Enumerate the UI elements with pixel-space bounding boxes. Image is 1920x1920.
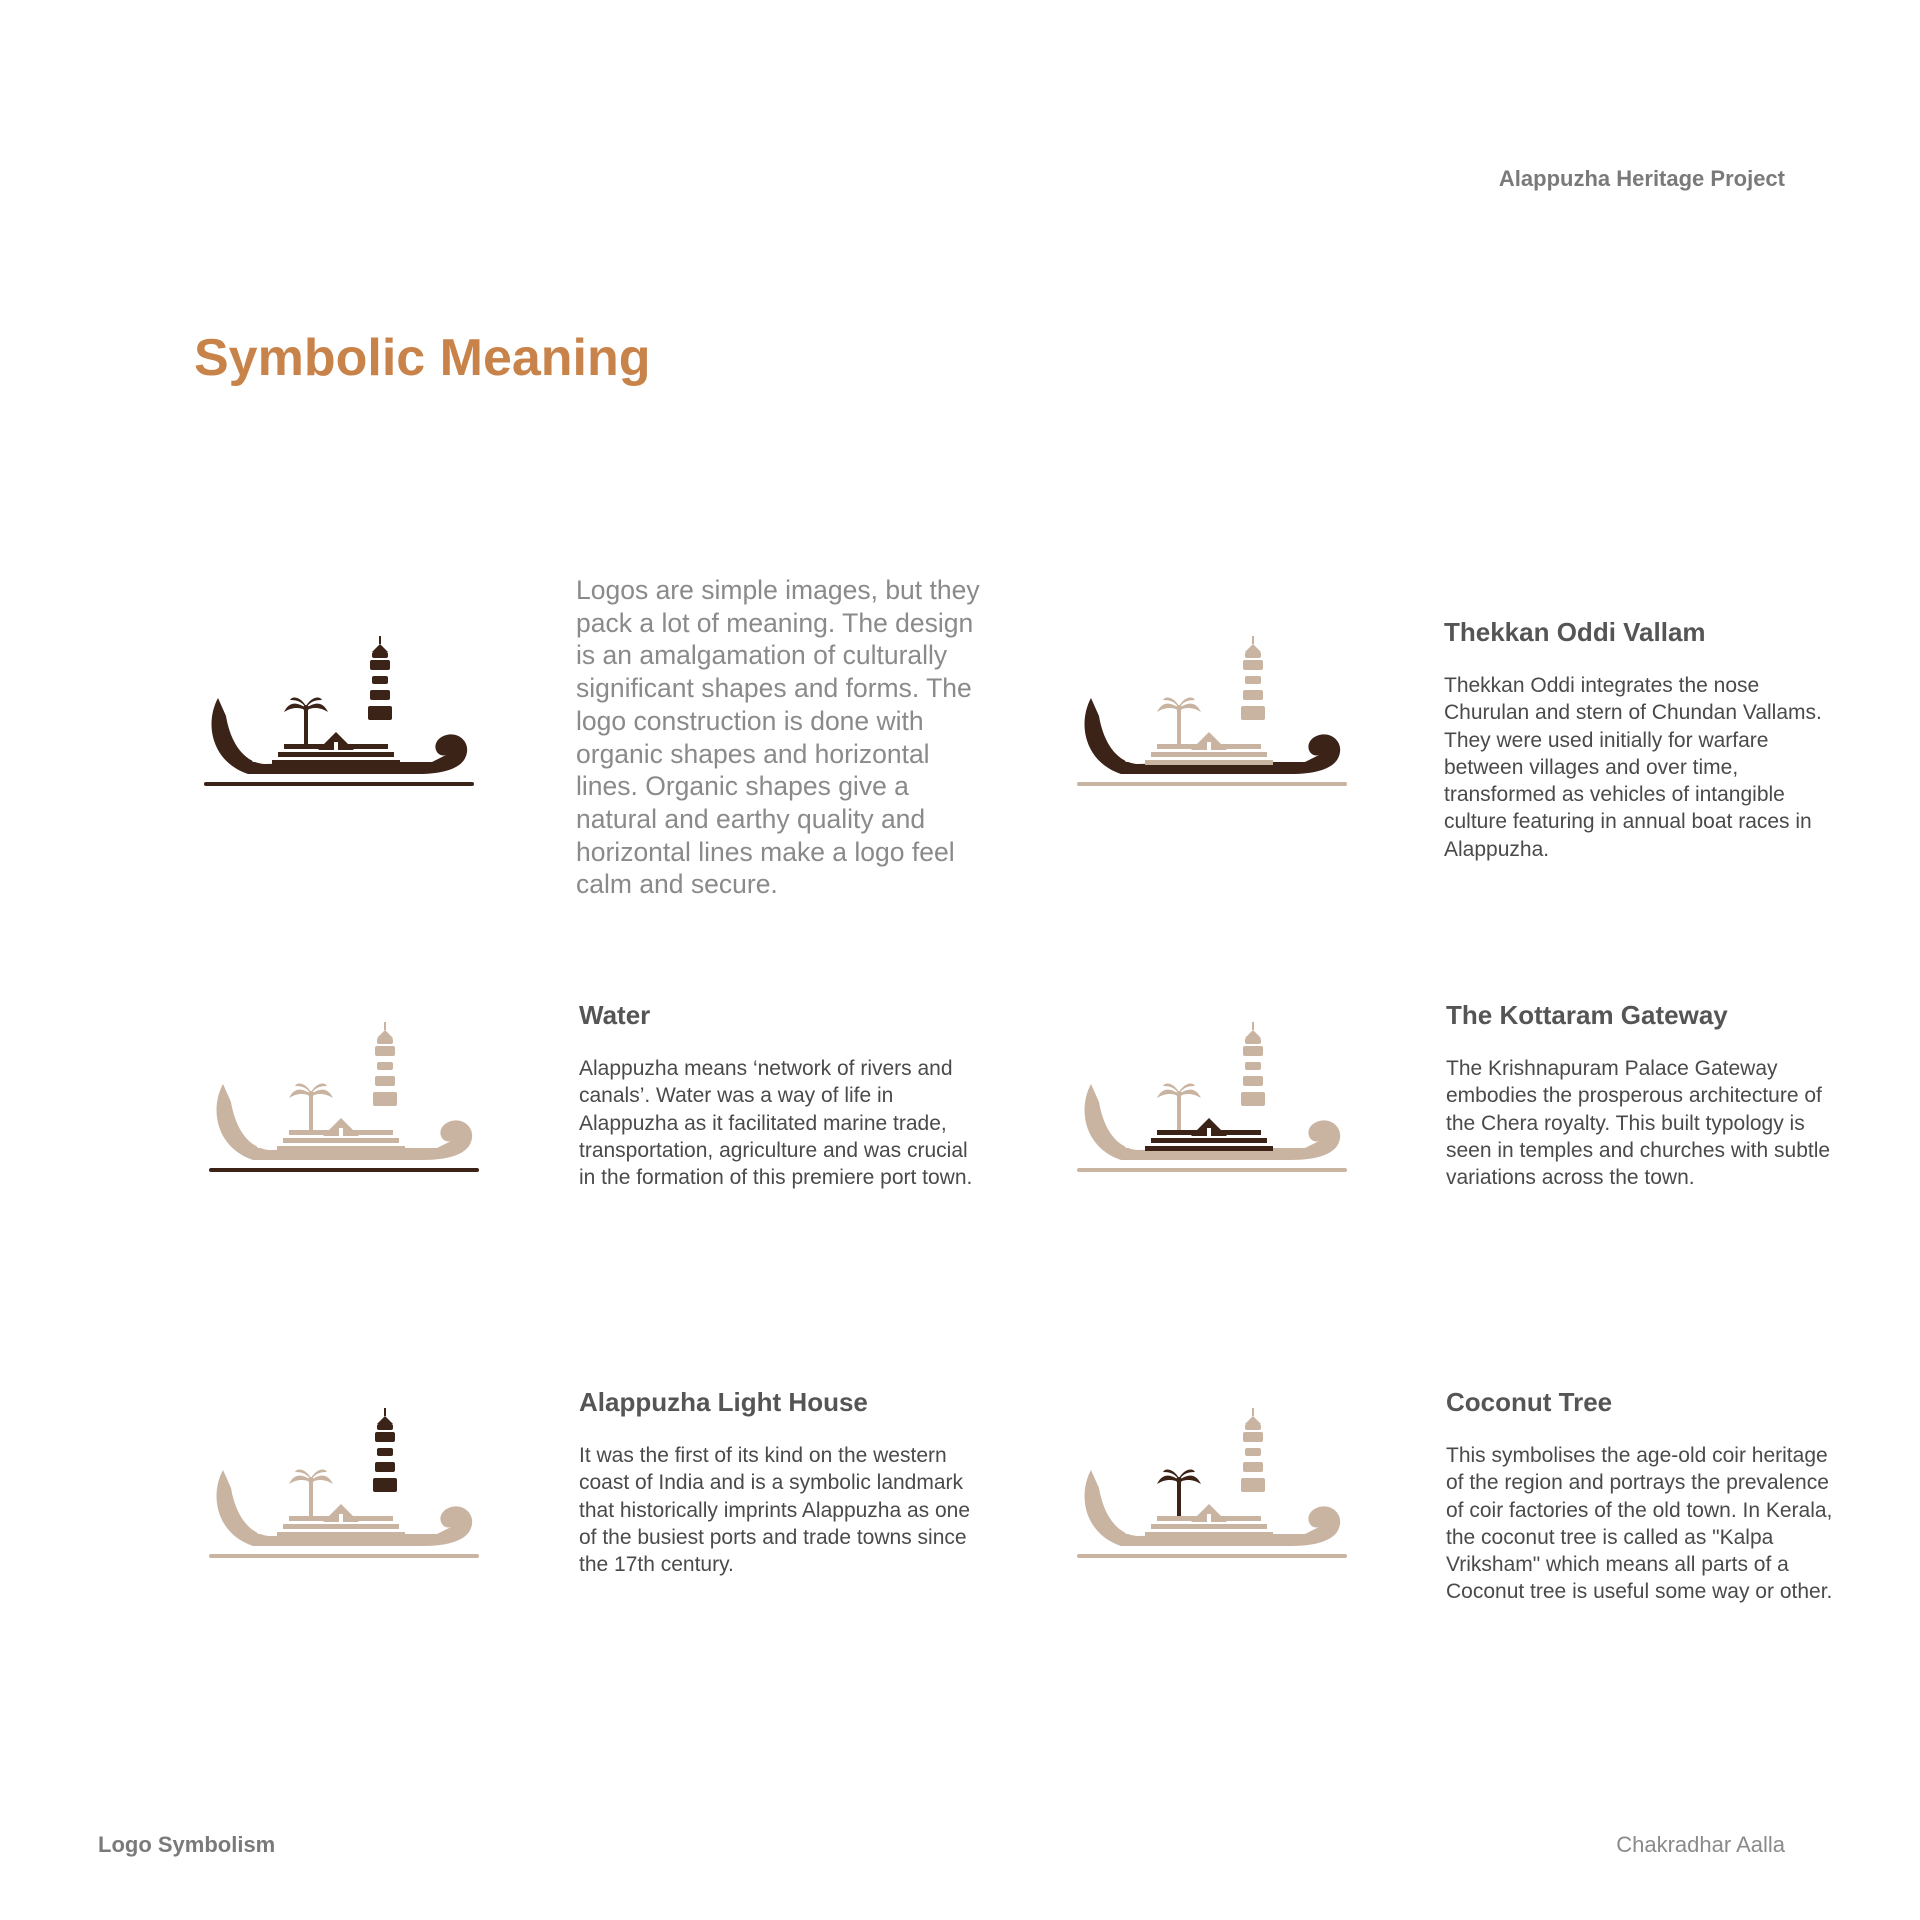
boat-dot-detail <box>418 750 422 754</box>
water-part <box>204 782 474 786</box>
logo-kottaram-gateway <box>1077 1022 1347 1182</box>
boat-dot-detail <box>1119 1138 1123 1142</box>
water-part <box>1077 1554 1347 1558</box>
lighthouse-part <box>373 1408 397 1492</box>
boat-dot-detail <box>252 758 256 762</box>
boat-dot-detail <box>429 1526 433 1530</box>
boat-dot-detail <box>246 752 250 756</box>
boat-dot-detail <box>1119 752 1123 756</box>
water-part <box>1077 782 1347 786</box>
boat-dot-detail <box>240 746 244 750</box>
gateway-door-detail <box>339 1514 343 1522</box>
boat-dot-detail <box>257 1530 261 1534</box>
tree-part <box>289 1084 333 1132</box>
water-part <box>1077 1168 1347 1172</box>
boat-dot-detail <box>1125 758 1129 762</box>
boat-dot-detail <box>1291 750 1295 754</box>
boat-dot-detail <box>1297 754 1301 758</box>
gateway-door-detail <box>1207 742 1211 750</box>
boat-dot-detail <box>245 1132 249 1136</box>
lighthouse-part <box>373 1022 397 1106</box>
boat-dot-detail <box>1125 1530 1129 1534</box>
tree-part <box>1157 1084 1201 1132</box>
gateway-door-detail <box>1207 1128 1211 1136</box>
tree-part <box>1157 1470 1201 1518</box>
boat-dot-detail <box>1291 1136 1295 1140</box>
water-part <box>209 1168 479 1172</box>
section-body: Thekkan Oddi integrates the nose Churulan and stern of Chundan Vallams. They were used initially for warfare between villages and over time, transformed as vehicles of intangible culture featuring in annual boat races in Alappuzha. <box>1444 674 1822 861</box>
lighthouse-part <box>1241 1408 1265 1492</box>
boat-dot-detail <box>1113 1518 1117 1522</box>
section-title: The Kottaram Gateway <box>1446 1000 1728 1030</box>
boat-dot-detail <box>424 754 428 758</box>
boat-dot-detail <box>1297 1526 1301 1530</box>
section-thekkan-oddi-vallam <box>1444 617 1844 863</box>
section-body: This symbolises the age-old coir heritage of the region and portrays the prevalence of coir factories of the old town. In Kerala, the coconut tree is called as "Kalpa Vriksham" which means all parts of a Coconut tree is useful some way or other. <box>1446 1444 1833 1604</box>
boat-dot-detail <box>1297 1140 1301 1144</box>
logo-full <box>204 636 474 796</box>
boat-dot-detail <box>251 1524 255 1528</box>
boat-dot-detail <box>1113 1132 1117 1136</box>
boat-dot-detail <box>257 1144 261 1148</box>
intro-paragraph: Logos are simple images, but they pack a lot of meaning. The design is an amalgamation of culturally significant shapes and forms. The logo construction is done with organic shapes and horizontal lines. Organic shapes give a natural and earthy quality and horizontal lines make a logo feel calm and secure. <box>576 575 980 900</box>
footer-author: Chakradhar Aalla <box>1616 1832 1785 1857</box>
boat-dot-detail <box>1113 746 1117 750</box>
section-body: Alappuzha means ‘network of rivers and canals’. Water was a way of life in Alappuzha as it facilitated marine trade, transportation, agriculture and was crucial in the formation of this premiere port town. <box>579 1057 973 1190</box>
page-title: Symbolic Meaning <box>194 329 651 387</box>
section-body: The Krishnapuram Palace Gateway embodies the prosperous architecture of the Chera royalty. This built typology is seen in temples and churches with subtle variations across the town. <box>1446 1057 1831 1190</box>
tree-part <box>284 698 328 746</box>
gateway-door-detail <box>339 1128 343 1136</box>
project-label: Alappuzha Heritage Project <box>1498 166 1785 191</box>
tree-part <box>1157 698 1201 746</box>
boat-dot-detail <box>423 1522 427 1526</box>
section-title: Water <box>579 1000 651 1030</box>
section-light-house <box>579 1387 979 1578</box>
logo-light-house <box>209 1408 479 1568</box>
gateway-door-detail <box>1207 1514 1211 1522</box>
section-kottaram-gateway <box>1446 1000 1846 1191</box>
section-coconut-tree <box>1446 1387 1846 1606</box>
lighthouse-part <box>1241 1022 1265 1106</box>
section-title: Coconut Tree <box>1446 1387 1613 1417</box>
boat-dot-detail <box>1119 1524 1123 1528</box>
boat-dot-detail <box>429 1140 433 1144</box>
logo-water <box>209 1022 479 1182</box>
boat-dot-detail <box>245 1518 249 1522</box>
section-title: Thekkan Oddi Vallam <box>1444 617 1706 647</box>
footer-section-label: Logo Symbolism <box>98 1832 276 1857</box>
boat-dot-detail <box>1125 1144 1129 1148</box>
section-water <box>579 1000 979 1191</box>
gateway-door-detail <box>334 742 338 750</box>
water-part <box>209 1554 479 1558</box>
tree-part <box>289 1470 333 1518</box>
lighthouse-part <box>1241 636 1265 720</box>
section-body: It was the first of its kind on the western coast of India and is a symbolic landmark that historically imprints Alappuzha as one of the busiest ports and trade towns since the 17th century. <box>579 1444 971 1577</box>
boat-dot-detail <box>251 1138 255 1142</box>
logo-coconut-tree <box>1077 1408 1347 1568</box>
boat-dot-detail <box>423 1136 427 1140</box>
boat-dot-detail <box>1291 1522 1295 1526</box>
lighthouse-part <box>368 636 392 720</box>
logo-thekkan-oddi-vallam <box>1077 636 1347 796</box>
section-title: Alappuzha Light House <box>579 1387 868 1417</box>
